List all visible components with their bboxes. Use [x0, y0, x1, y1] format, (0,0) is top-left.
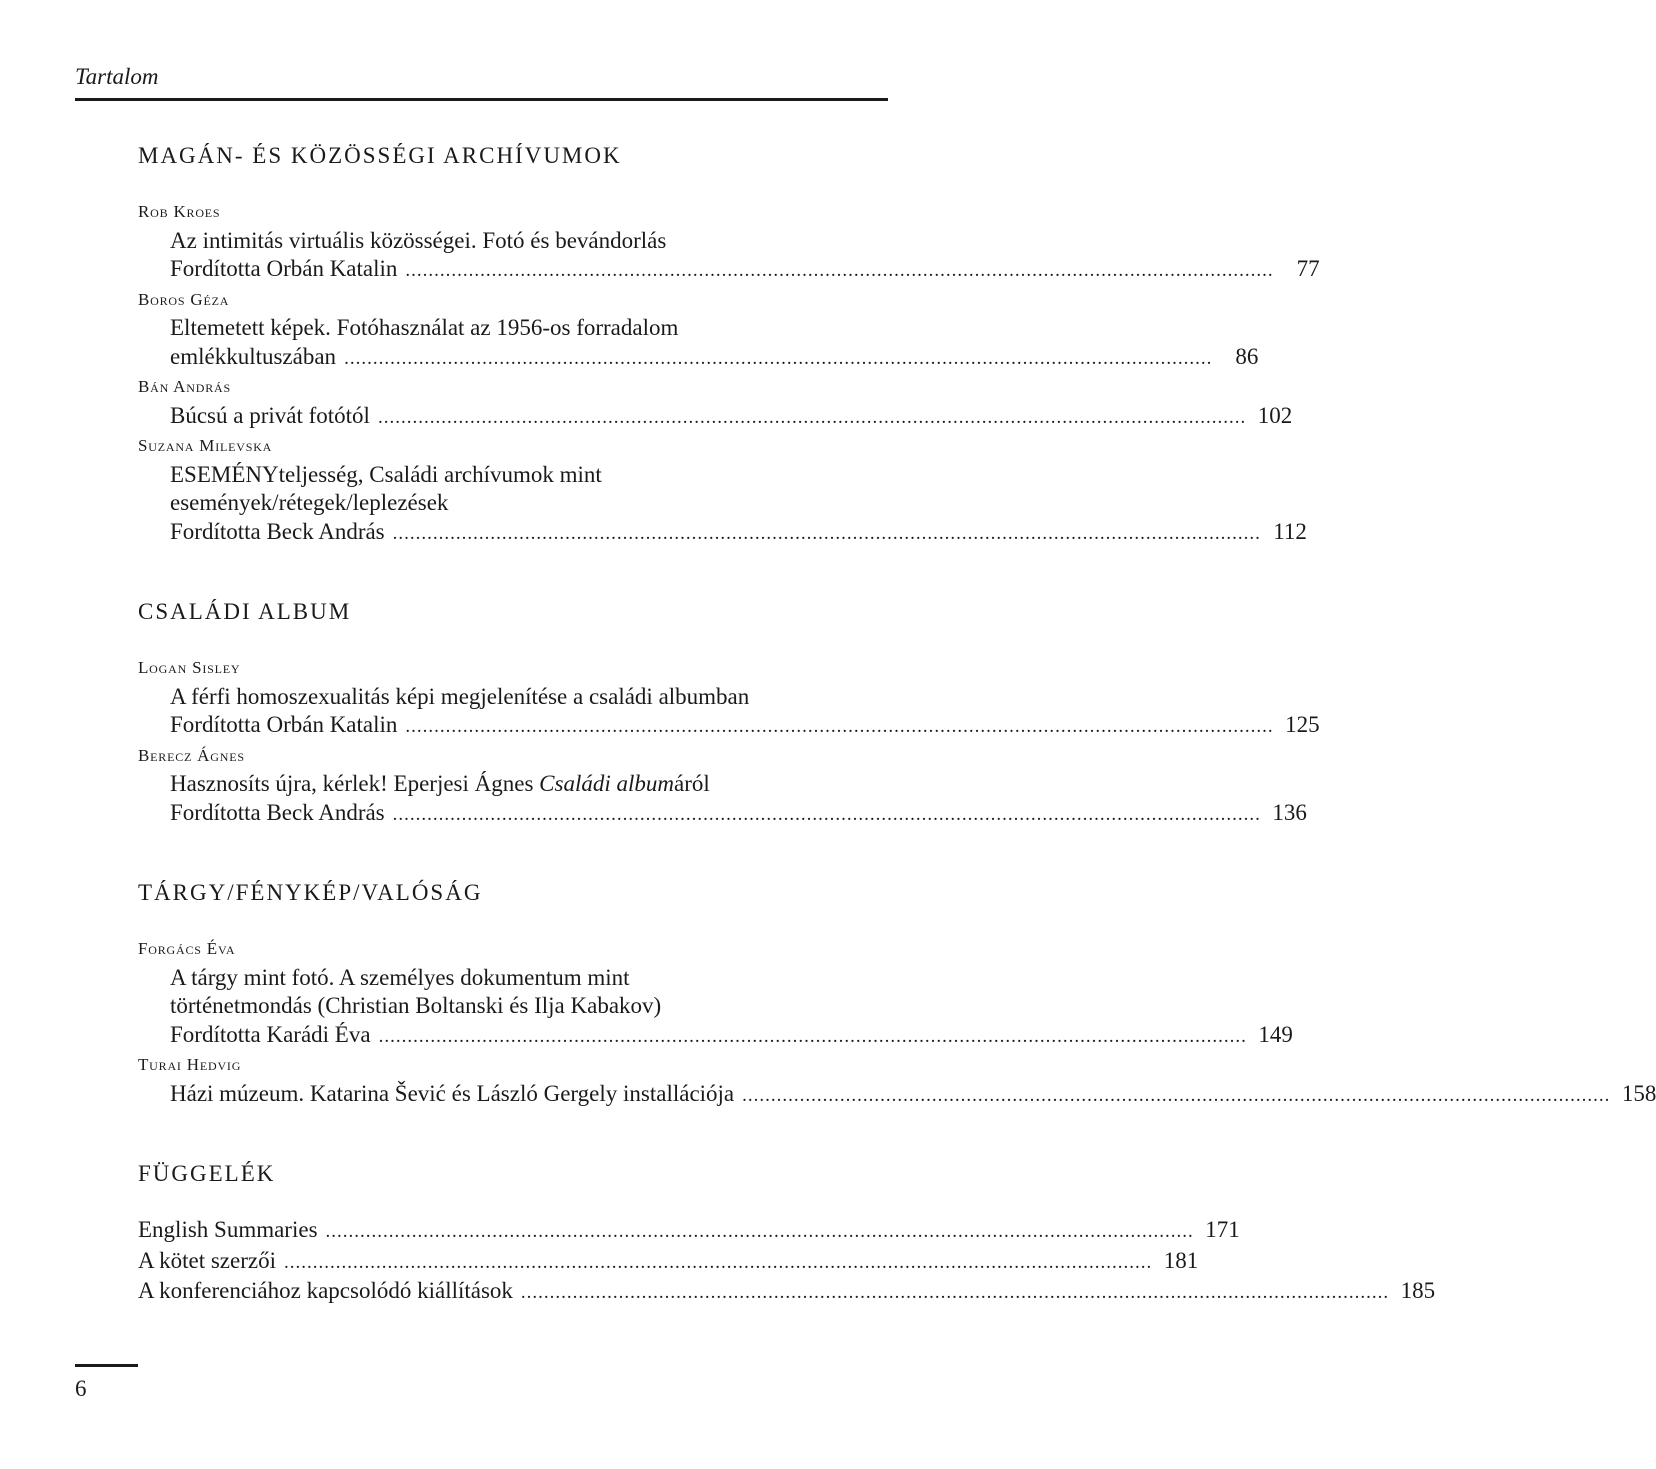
entry-author: Boros Géza: [138, 289, 230, 309]
entry-translator: Fordította Orbán Katalin: [170, 256, 398, 281]
entry-page-number: 86: [1235, 343, 1259, 369]
entry-title: Búcsú a privát fotótól: [170, 402, 370, 428]
entry-author: Rob Kroes: [138, 202, 221, 221]
toc-line[interactable]: [138, 255, 1320, 286]
entry-title: Eltemetett képek. Fotóhasználat az 1956-os forradalom: [170, 315, 679, 340]
section-title: MAGÁN- ÉS KÖZÖSSÉGI ARCHÍVUMOK: [138, 143, 622, 168]
dot-leader: .......................................................................................................................................................: [283, 1251, 1153, 1273]
appendix-item-label: English Summaries: [138, 1217, 318, 1242]
dot-leader: .......................................................................................................................................................: [405, 716, 1274, 737]
dot-leader: .......................................................................................................................................................: [344, 347, 1213, 369]
toc-entry: [138, 654, 1320, 742]
entry-title: A tárgy mint fotó. A személyes dokumentum mint: [170, 964, 630, 990]
toc-line[interactable]: [138, 402, 1293, 433]
toc-line[interactable]: [138, 711, 1320, 742]
section-title: CSALÁDI ALBUM: [138, 599, 352, 624]
entry-title: történetmondás (Christian Boltanski és Ilja Kabakov): [170, 993, 662, 1018]
toc-line[interactable]: [138, 1021, 1293, 1052]
entry-title-end: emlékkultuszában: [170, 343, 337, 369]
dot-leader: .......................................................................................................................................................: [392, 803, 1261, 825]
entry-page-number: 112: [1273, 518, 1307, 544]
entry-author: Logan Sisley: [138, 658, 241, 677]
toc-line[interactable]: [138, 1277, 1436, 1308]
entry-title: A férfi homoszexualitás képi megjelenítése a családi albumban: [170, 683, 750, 709]
dot-leader: .......................................................................................................................................................: [520, 1282, 1390, 1303]
appendix-item-label: A kötet szerzői: [138, 1247, 276, 1273]
dot-leader: .......................................................................................................................................................: [405, 260, 1274, 281]
entry-title: Házi múzeum. Katarina Šević és László Gergely installációja: [170, 1080, 735, 1106]
toc-line[interactable]: [138, 799, 1307, 830]
entry-title: [138, 770, 888, 799]
toc-entry: [138, 1051, 1656, 1110]
entry-author: Forgács Éva: [138, 939, 236, 958]
section-title: TÁRGY/FÉNYKÉP/VALÓSÁG: [138, 880, 483, 905]
dot-leader: .......................................................................................................................................................: [377, 406, 1247, 428]
dot-leader: .......................................................................................................................................................: [392, 522, 1261, 544]
header-rule: [75, 98, 888, 101]
toc-entry: [138, 742, 1307, 830]
entry-page-number: 136: [1272, 799, 1307, 825]
toc-entry: [138, 198, 1320, 286]
toc-entry: [138, 432, 1307, 548]
entry-translator: Fordította Orbán Katalin: [170, 712, 398, 737]
dot-leader: .......................................................................................................................................................: [325, 1221, 1194, 1242]
entry-title: ESEMÉNYteljesség, Családi archívumok mint: [170, 461, 602, 487]
entry-title-italic: Családi album: [539, 771, 674, 796]
running-head: Tartalom: [75, 64, 159, 89]
toc-entry: [138, 286, 1259, 374]
toc-line[interactable]: [138, 343, 1259, 374]
entry-title-part: áról: [674, 771, 710, 796]
entry-translator: Fordította Beck András: [170, 799, 385, 825]
footer-rule: [75, 1364, 138, 1367]
dot-leader: .......................................................................................................................................................: [378, 1025, 1247, 1047]
entry-page-number: 185: [1400, 1278, 1436, 1303]
entry-title-part: Hasznosíts újra, kérlek! Eperjesi Ágnes: [170, 771, 540, 796]
entry-author: Berecz Ágnes: [138, 745, 245, 765]
appendix-item-label: A konferenciához kapcsolódó kiállítások: [138, 1278, 513, 1303]
entry-title: Az intimitás virtuális közösségei. Fotó és bevándorlás: [170, 227, 667, 253]
toc-entry: [138, 935, 1293, 1051]
entry-page-number: 171: [1205, 1217, 1240, 1242]
toc-entry: [138, 373, 1293, 432]
entry-page-number: 158: [1621, 1080, 1656, 1106]
toc-line[interactable]: [138, 1247, 1199, 1278]
entry-author: Turai Hedvig: [138, 1055, 242, 1074]
page-number: 6: [75, 1376, 87, 1401]
entry-page-number: 125: [1285, 712, 1320, 737]
entry-page-number: 77: [1296, 256, 1320, 281]
section-title: FÜGGELÉK: [138, 1161, 276, 1186]
toc-line[interactable]: [138, 1216, 1240, 1247]
entry-author: Suzana Milevska: [138, 436, 273, 455]
dot-leader: .......................................................................................................................................................: [742, 1084, 1611, 1106]
entry-translator: Fordította Karádi Éva: [170, 1021, 371, 1047]
entry-page-number: 102: [1257, 402, 1293, 428]
entry-page-number: 149: [1258, 1021, 1293, 1047]
table-of-contents: [138, 138, 1656, 1308]
entry-author: Bán András: [138, 377, 231, 396]
toc-line[interactable]: [138, 1080, 1656, 1111]
entry-translator: Fordította Beck András: [170, 518, 385, 544]
toc-line[interactable]: [138, 518, 1307, 549]
entry-title: események/rétegek/leplezések: [170, 490, 449, 515]
entry-page-number: 181: [1163, 1247, 1199, 1273]
